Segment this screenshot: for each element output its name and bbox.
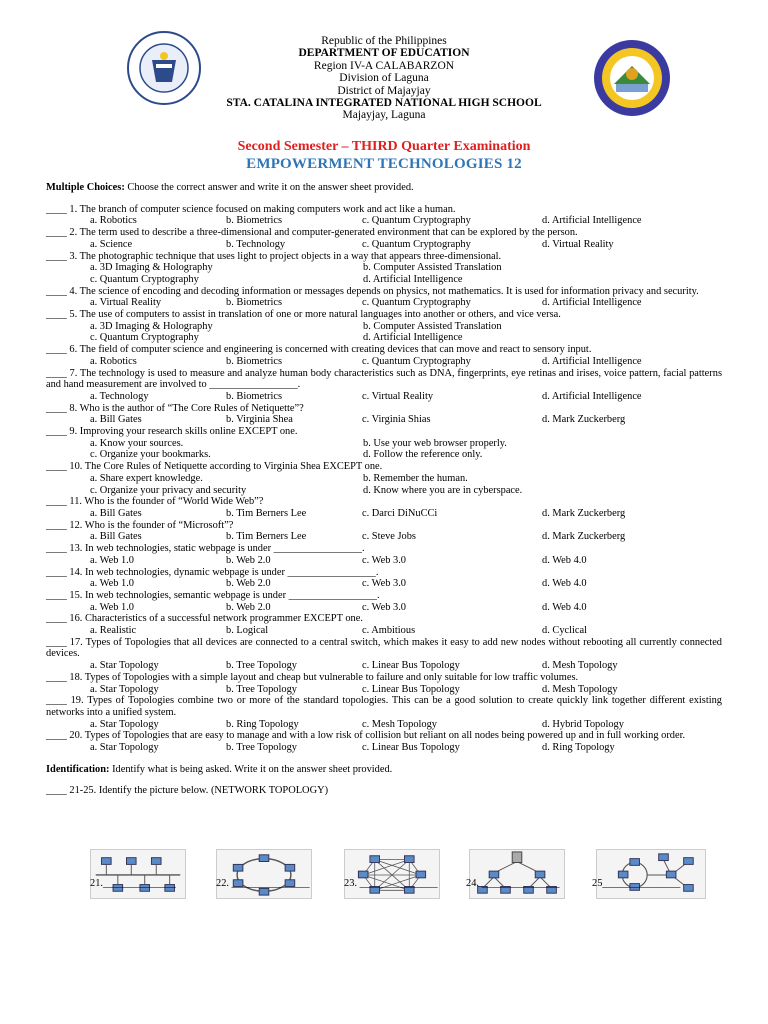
option-b[interactable]: b. Biometrics [226,215,282,227]
question-3: ____ 3. The photographic technique that uses light to project objects in a way that appears three-dimensional. [46,250,502,262]
option-b[interactable]: b. Ring Topology [226,718,299,730]
document-header [0,35,768,122]
option-b[interactable]: b. Biometrics [226,297,282,309]
option-d[interactable]: d. Artificial Intelligence [363,273,463,285]
option-b[interactable]: b. Tim Berners Lee [226,507,307,519]
option-a[interactable]: a. Realistic [90,625,137,637]
option-b[interactable]: b. Use your web browser properly. [363,437,507,449]
option-c[interactable]: c. Organize your bookmarks. [90,449,211,461]
question-16: ____ 16. Characteristics of a successful network programmer EXCEPT one. [46,613,363,625]
options-row [46,508,722,520]
question-1: ____ 1. The branch of computer science focused on making computers work and act like a human. [46,203,456,215]
options-row [46,473,722,485]
mesh-topology-icon [345,850,439,898]
question-15: ____ 15. In web technologies, semantic webpage is under _________________. [46,589,380,601]
exam-title-block [0,139,768,173]
option-b[interactable]: b. Tree Topology [226,683,297,695]
topology-picture-bus [90,849,186,899]
options-row [46,215,722,227]
option-b[interactable]: b. Tim Berners Lee [226,531,307,543]
option-c[interactable]: c. Quantum Cryptography [362,297,471,309]
option-b[interactable]: b. Web 2.0 [226,578,271,590]
option-a[interactable]: a. Star Topology [90,660,159,672]
option-c[interactable]: c. Web 3.0 [362,601,406,613]
option-d[interactable]: d. Cyclical [542,625,588,637]
option-b[interactable]: b. Tree Topology [226,660,297,672]
ident-item: ____ 21-25. Identify the picture below. (NETWORK TOPOLOGY) [46,785,329,797]
options-row [46,321,722,333]
option-b[interactable]: b. Computer Assisted Translation [363,262,502,274]
tree-topology-icon [470,850,564,898]
option-a[interactable]: a. Know your sources. [90,437,184,449]
mc-instructions [46,182,722,194]
question-18: ____ 18. Types of Topologies with a simple layout and cheap but vulnerable to failure and only suitable for low traffic volumes. [46,671,579,683]
options-row [46,531,722,543]
option-c[interactable]: c. Ambitious [362,625,416,637]
option-d[interactable]: d. Mark Zuckerberg [542,414,626,426]
option-a[interactable]: a. 3D Imaging & Holography [90,320,213,332]
options-row [46,555,722,567]
topology-pictures [90,849,710,899]
question-20: ____ 20. Types of Topologies that are easy to manage and with a low risk of collision but reliant on all nodes being powered up and in full working order. [46,730,686,742]
option-a[interactable]: a. Robotics [90,355,137,367]
option-c[interactable]: c. Quantum Cryptography [362,355,471,367]
question-17: ____ 17. Types of Topologies that all devices are connected to a central switch, which makes it easy to add new nodes without rebooting all currently connected devices. [46,636,722,660]
question-7: ____ 7. The technology is used to measure and analyze human body characteristics such as DNA, fingerprints, eye retinas and irises, voice pattern, facial patterns and hand measurement are involved to _________________. [46,367,722,391]
header-district: District of Majayjay [337,84,431,97]
options-row [46,239,722,251]
option-c[interactable]: c. Linear Bus Topology [362,683,460,695]
question-list [46,204,722,754]
option-c[interactable]: c. Linear Bus Topology [362,742,460,754]
option-a[interactable]: a. Robotics [90,215,137,227]
option-b[interactable]: b. Tree Topology [226,742,297,754]
mc-instruction: Choose the correct answer and write it on the answer sheet provided. [124,182,414,193]
option-d[interactable]: d. Artificial Intelligence [363,332,463,344]
options-row [46,684,722,696]
option-a[interactable]: a. Bill Gates [90,531,142,543]
options-row [46,262,722,274]
option-a[interactable]: a. Bill Gates [90,414,142,426]
answer-blank-23[interactable]: 23. _______________ [344,878,438,889]
options-row [46,356,722,368]
header-region: Region IV-A CALABARZON [313,59,455,72]
option-a[interactable]: a. Web 1.0 [90,578,134,590]
option-b[interactable]: b. Computer Assisted Translation [363,320,502,332]
option-c[interactable]: c. Darci DiNuCCi [362,507,438,519]
option-d[interactable]: d. Hybrid Topology [542,718,624,730]
option-c[interactable]: c. Web 3.0 [362,578,406,590]
options-row [46,625,722,637]
option-a[interactable]: a. 3D Imaging & Holography [90,262,213,274]
question-5: ____ 5. The use of computers to assist in translation of one or more natural languages into another or others, and vice versa. [46,309,561,321]
option-c[interactable]: c. Linear Bus Topology [362,660,460,672]
option-c[interactable]: c. Quantum Cryptography [362,238,471,250]
option-c[interactable]: c. Virtual Reality [362,390,434,402]
options-row [46,719,722,731]
question-12: ____ 12. Who is the founder of “Microsoft”? [46,519,234,531]
question-4: ____ 4. The science of encoding and decoding information or messages depends on physics, not mathematics. It is used for information privacy and security. [46,285,699,297]
option-b[interactable]: b. Remember the human. [363,472,468,484]
answer-blank-22[interactable]: 22. _______________ [216,878,310,889]
option-c[interactable]: c. Web 3.0 [362,554,406,566]
question-8: ____ 8. Who is the author of “The Core Rules of Netiquette”? [46,402,304,414]
option-c[interactable]: c. Mesh Topology [362,718,437,730]
topology-picture-hybrid [596,849,706,899]
option-b[interactable]: b. Virginia Shea [226,414,293,426]
question-9: ____ 9. Improving your research skills online EXCEPT one. [46,426,298,438]
question-10: ____ 10. The Core Rules of Netiquette according to Virginia Shea EXCEPT one. [46,461,383,473]
options-row [46,391,722,403]
topology-picture-mesh [344,849,440,899]
option-a[interactable]: a. Star Topology [90,683,159,695]
exam-content [46,182,722,797]
answer-blank-21[interactable]: 21.______________ [90,878,176,889]
options-row [46,274,722,286]
option-c[interactable]: c. Quantum Cryptography [90,273,199,285]
option-d[interactable]: d. Know where you are in cyberspace. [363,484,523,496]
option-a[interactable]: a. Star Topology [90,718,159,730]
topology-picture-ring [216,849,312,899]
header-school: STA. CATALINA INTEGRATED NATIONAL HIGH SCHOOL [226,97,542,110]
option-b[interactable]: b. Technology [226,238,286,250]
ident-heading: Identification: [46,763,110,775]
options-row [46,578,722,590]
header-town: Majayjay, Laguna [342,109,426,122]
question-13: ____ 13. In web technologies, static webpage is under _________________. [46,543,365,555]
option-d[interactable]: d. Mark Zuckerberg [542,531,626,543]
option-a[interactable]: a. Science [90,238,133,250]
option-d[interactable]: d. Mesh Topology [542,683,618,695]
option-d[interactable]: d. Web 4.0 [542,554,587,566]
options-row [46,438,722,450]
options-row [46,332,722,344]
option-a[interactable]: a. Virtual Reality [90,297,162,309]
options-row [46,485,722,497]
exam-subject: EMPOWERMENT TECHNOLOGIES 12 [246,156,522,172]
header-division: Division of Laguna [339,72,429,85]
option-b[interactable]: b. Web 2.0 [226,601,271,613]
exam-title: Second Semester – THIRD Quarter Examination [237,139,531,154]
answer-blank-25[interactable]: 25_______________ [592,878,681,889]
option-d[interactable]: d. Virtual Reality [542,238,614,250]
option-b[interactable]: b. Biometrics [226,390,282,402]
option-c[interactable]: c. Quantum Cryptography [90,332,199,344]
question-2: ____ 2. The term used to describe a three-dimensional and computer-generated environment that can be explored by the person. [46,227,578,239]
option-a[interactable]: a. Web 1.0 [90,554,134,566]
option-d[interactable]: d. Artificial Intelligence [542,390,642,402]
option-d[interactable]: d. Artificial Intelligence [542,355,642,367]
option-a[interactable]: a. Star Topology [90,742,159,754]
mc-heading: Multiple Choices: [46,182,125,193]
option-d[interactable]: d. Web 4.0 [542,578,587,590]
ring-topology-icon [217,850,311,898]
options-row [46,660,722,672]
option-d[interactable]: d. Follow the reference only. [363,449,483,461]
question-6: ____ 6. The field of computer science and engineering is concerned with creating devices that can move and react to sensory input. [46,344,592,356]
options-row [46,414,722,426]
option-c[interactable]: c. Steve Jobs [362,531,416,543]
options-row [46,742,722,754]
option-a[interactable]: a. Share expert knowledge. [90,472,203,484]
option-d[interactable]: d. Ring Topology [542,742,615,754]
option-d[interactable]: d. Mark Zuckerberg [542,507,626,519]
ident-instructions [46,764,722,776]
option-a[interactable]: a. Web 1.0 [90,601,134,613]
option-b[interactable]: b. Web 2.0 [226,554,271,566]
bus-topology-icon [91,850,185,898]
option-b[interactable]: b. Biometrics [226,355,282,367]
question-11: ____ 11. Who is the founder of “World Wide Web”? [46,496,264,508]
header-department: DEPARTMENT OF EDUCATION [298,47,470,60]
option-c[interactable]: c. Organize your privacy and security [90,484,247,496]
option-c[interactable]: c. Quantum Cryptography [362,215,471,227]
topology-picture-tree [469,849,565,899]
option-d[interactable]: d. Mesh Topology [542,660,618,672]
option-d[interactable]: d. Artificial Intelligence [542,297,642,309]
hybrid-topology-icon [597,850,705,898]
options-row [46,297,722,309]
option-a[interactable]: a. Technology [90,390,149,402]
option-b[interactable]: b. Logical [226,625,269,637]
ident-instruction: Identify what is being asked. Write it on the answer sheet provided. [109,763,393,775]
question-19: ____ 19. Types of Topologies combine two or more of the standard topologies. This can be a good solution to create quickly link together different existing networks into a unified system. [46,695,722,718]
option-d[interactable]: d. Artificial Intelligence [542,215,642,227]
options-row [46,449,722,461]
answer-blank-24[interactable]: 24. _______________ [466,878,560,889]
options-row [46,602,722,614]
option-d[interactable]: d. Web 4.0 [542,601,587,613]
option-a[interactable]: a. Bill Gates [90,507,142,519]
question-14: ____ 14. In web technologies, dynamic webpage is under _________________. [46,566,379,578]
option-c[interactable]: c. Virginia Shias [362,414,431,426]
header-republic: Republic of the Philippines [321,35,447,47]
